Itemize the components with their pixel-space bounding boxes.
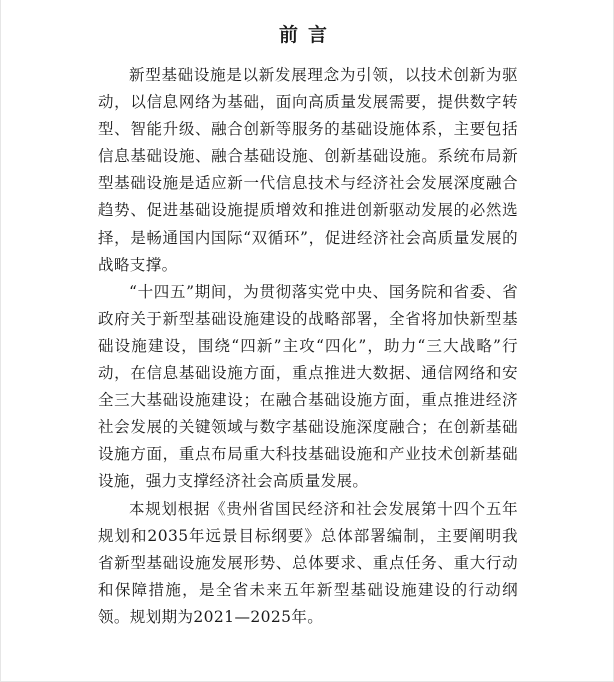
document-body bbox=[98, 62, 518, 631]
paragraph-fourteenth-plan: “十四五”期间，为贯彻落实党中央、国务院和省委、省政府关于新型基础设施建设的战略部署，全省将加快新型基础设施建设，围绕“四新”主攻“四化”，助力“三大战略”行动，在信息基础设施方面，重点推进大数据、通信网络和安全三大基础设施建设；在融合基础设施方面，重点推进经济社会发展的关键领域与数字基础设施深度融合；在创新基础设施方面，重点布局重大科技基础设施和产业技术创新基础设施，强力支撑经济社会高质量发展。 bbox=[98, 282, 518, 491]
paragraph-intro: 新型基础设施是以新发展理念为引领，以技术创新为驱动，以信息网络为基础，面向高质量发展需要，提供数字转型、智能升级、融合创新等服务的基础设施体系，主要包括信息基础设施、融合基础设施、创新基础设施。系统布局新型基础设施是适应新一代信息技术与经济社会发展深度融合趋势、促进基础设施提质增效和推进创新驱动发展的必然选择，是畅通国内国际“双循环”，促进经济社会高质量发展的战略支撑。 bbox=[98, 66, 518, 274]
page-title: 前言 bbox=[278, 24, 337, 46]
paragraph-plan-basis: 本规划根据《贵州省国民经济和社会发展第十四个五年规划和2035年远景目标纲要》总体部署编制，主要阐明我省新型基础设施发展形势、总体要求、重点任务、重大行动和保障措施，是全省未来五年新型基础设施建设的行动纲领。规划期为2021—2025年。 bbox=[98, 499, 518, 626]
